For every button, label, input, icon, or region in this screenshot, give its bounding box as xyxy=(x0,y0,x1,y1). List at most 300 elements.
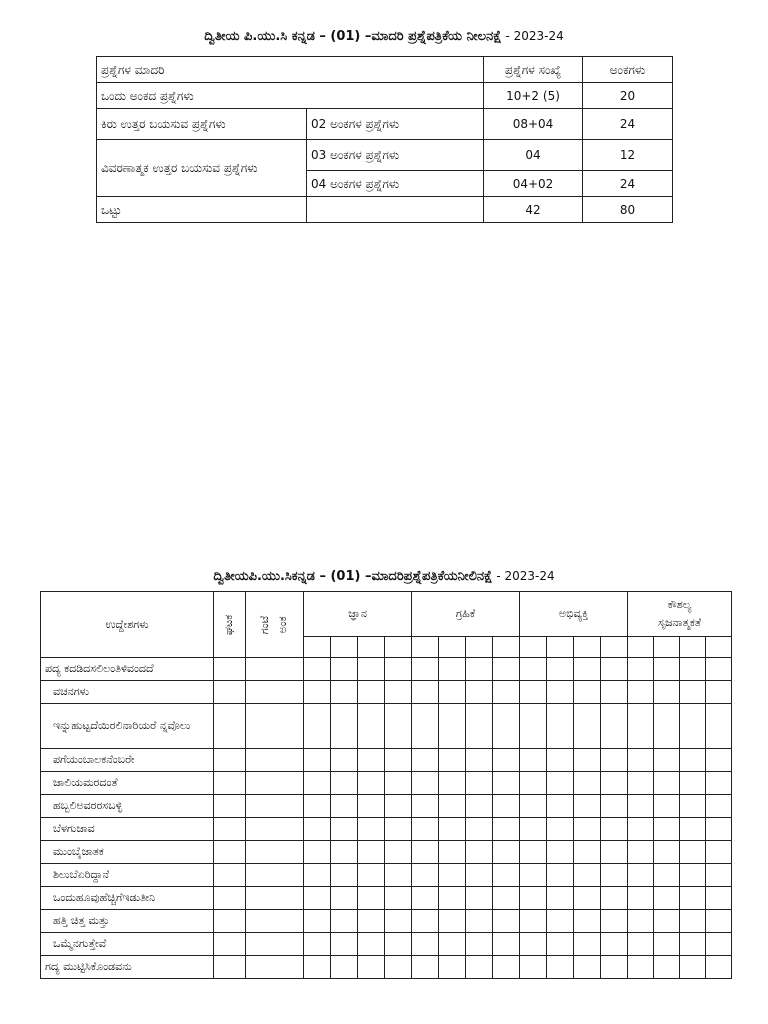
grid-cell xyxy=(680,795,706,818)
grid-cell xyxy=(385,681,412,704)
grid-cell xyxy=(654,910,680,933)
grid-cell xyxy=(654,887,680,910)
objective-label: ಒಮ್ಮೆನಗುತ್ತೇವೆ xyxy=(41,933,214,956)
row-marks: 20 xyxy=(583,83,673,109)
grid-cell xyxy=(412,818,439,841)
grid-cell xyxy=(358,795,385,818)
header-knowledge: ಜ್ಞಾನ xyxy=(304,592,412,637)
grid-cell xyxy=(628,818,654,841)
grid-cell xyxy=(412,681,439,704)
objective-label: ಜಾಲಿಯಮರದಂತೆ xyxy=(41,772,214,795)
grid-cell xyxy=(412,772,439,795)
grid-cell xyxy=(547,749,574,772)
row-marks: 24 xyxy=(583,109,673,140)
subheader-cell xyxy=(385,637,412,658)
grid-cell xyxy=(574,910,601,933)
grid-cell xyxy=(654,658,680,681)
grid-cell xyxy=(520,956,547,979)
objective-label: ವಚನಗಳು xyxy=(41,681,214,704)
grid-cell xyxy=(358,910,385,933)
blueprint-title-year: - 2023-24 xyxy=(492,569,555,583)
grid-cell xyxy=(466,818,493,841)
grid-cell xyxy=(520,887,547,910)
grid-cell xyxy=(304,910,331,933)
grid-cell xyxy=(493,772,520,795)
grid-cell xyxy=(628,795,654,818)
grid-cell xyxy=(493,818,520,841)
grid-cell xyxy=(654,772,680,795)
grid-cell xyxy=(493,681,520,704)
grid-cell xyxy=(574,818,601,841)
grid-cell xyxy=(385,772,412,795)
grid-cell xyxy=(304,681,331,704)
grid-cell xyxy=(439,704,466,749)
table-row xyxy=(41,956,732,979)
grid-cell xyxy=(574,658,601,681)
table-row xyxy=(41,864,732,887)
grid-cell xyxy=(574,704,601,749)
header-skill-label: ಕೌಶಲ್ಯ xyxy=(667,598,692,611)
grid-cell xyxy=(706,658,732,681)
table-row xyxy=(41,933,732,956)
grid-cell xyxy=(358,772,385,795)
table-row xyxy=(41,841,732,864)
hours-marks-cell xyxy=(246,681,304,704)
header-expression: ಅಭಿವ್ಯಕ್ತಿ xyxy=(520,592,628,637)
grid-cell xyxy=(439,864,466,887)
grid-cell xyxy=(331,910,358,933)
grid-cell xyxy=(466,910,493,933)
grid-cell xyxy=(385,910,412,933)
grid-cell xyxy=(680,887,706,910)
grid-cell xyxy=(520,658,547,681)
objective-label: ಒಂದುಹೂವುಹೆಚ್ಚಿಗೆಇಡುತೀನಿ xyxy=(41,887,214,910)
grid-cell xyxy=(601,818,628,841)
objective-label: ಮುಂಬೈಜಾತಕ xyxy=(41,841,214,864)
grid-cell xyxy=(520,681,547,704)
grid-cell xyxy=(304,818,331,841)
grid-cell xyxy=(628,864,654,887)
grid-cell xyxy=(547,681,574,704)
summary-total-row xyxy=(97,197,673,223)
subheader-cell xyxy=(706,637,732,658)
grid-cell xyxy=(493,933,520,956)
unit-cell xyxy=(214,704,246,749)
grid-cell xyxy=(493,704,520,749)
grid-cell xyxy=(412,749,439,772)
grid-cell xyxy=(680,933,706,956)
objective-label: ಇನ್ನುಹುಟ್ಟದೆಯಿರಲಿನಾರಿಯರೆ ನ್ನವೊಲು xyxy=(41,704,214,749)
header-creativity-label: ಸೃಜನಾತ್ಮಕತೆ xyxy=(658,616,702,629)
grid-cell xyxy=(680,818,706,841)
unit-cell xyxy=(214,772,246,795)
grid-cell xyxy=(547,933,574,956)
hours-marks-cell xyxy=(246,818,304,841)
grid-cell xyxy=(439,841,466,864)
grid-cell xyxy=(493,910,520,933)
hours-marks-cell xyxy=(246,749,304,772)
objective-label: ಹಬ್ಬಲಿಅವರರಸಬಳ್ಳಿ xyxy=(41,795,214,818)
grid-cell xyxy=(680,864,706,887)
objective-label: ಗದ್ಯ ಮುಟ್ಟಿಸಿಕೊಂಡವನು xyxy=(41,956,214,979)
grid-cell xyxy=(520,772,547,795)
subheader-cell xyxy=(493,637,520,658)
grid-cell xyxy=(493,887,520,910)
grid-cell xyxy=(680,658,706,681)
blueprint-title-main: ದ್ವಿತೀಯಪಿ.ಯು.ಸಿಕನ್ನಡ – (01) –ಮಾದರಿಪ್ರಶ್ನೆಪತ್ರಿಕೆಯನೀಲಿನಕ್ಷೆ xyxy=(213,569,493,584)
grid-cell xyxy=(628,658,654,681)
grid-cell xyxy=(706,772,732,795)
grid-cell xyxy=(331,841,358,864)
grid-cell xyxy=(304,864,331,887)
grid-cell xyxy=(385,704,412,749)
grid-cell xyxy=(628,933,654,956)
header-unit-label: ಘಟಕ xyxy=(222,614,236,635)
grid-cell xyxy=(358,749,385,772)
grid-cell xyxy=(547,887,574,910)
grid-cell xyxy=(466,658,493,681)
hours-marks-cell xyxy=(246,772,304,795)
row-count: 10+2 (5) xyxy=(484,83,583,109)
row-type: ಒಟ್ಟು xyxy=(97,197,307,223)
grid-cell xyxy=(331,749,358,772)
grid-cell xyxy=(331,658,358,681)
grid-cell xyxy=(439,933,466,956)
unit-cell xyxy=(214,658,246,681)
grid-cell xyxy=(520,704,547,749)
subheader-cell xyxy=(520,637,547,658)
hours-marks-cell xyxy=(246,933,304,956)
grid-cell xyxy=(574,841,601,864)
grid-cell xyxy=(331,933,358,956)
grid-cell xyxy=(601,704,628,749)
table-row xyxy=(41,658,732,681)
grid-cell xyxy=(358,887,385,910)
table-row xyxy=(41,887,732,910)
grid-cell xyxy=(574,933,601,956)
row-marks: 12 xyxy=(583,140,673,171)
grid-cell xyxy=(628,772,654,795)
grid-cell xyxy=(331,704,358,749)
header-objectives: ಉದ್ದೇಶಗಳು xyxy=(41,592,214,658)
grid-cell xyxy=(628,910,654,933)
grid-cell xyxy=(574,681,601,704)
grid-cell xyxy=(654,864,680,887)
grid-cell xyxy=(706,795,732,818)
summary-title xyxy=(0,29,768,44)
header-unit xyxy=(214,592,246,658)
grid-cell xyxy=(358,864,385,887)
subheader-cell xyxy=(439,637,466,658)
grid-cell xyxy=(412,704,439,749)
grid-cell xyxy=(706,681,732,704)
grid-cell xyxy=(628,704,654,749)
grid-cell xyxy=(601,864,628,887)
table-row xyxy=(41,749,732,772)
grid-cell xyxy=(706,749,732,772)
grid-cell xyxy=(493,841,520,864)
summary-title-main: ದ್ವಿತೀಯ ಪಿ.ಯು.ಸಿ ಕನ್ನಡ – (01) –ಮಾದರಿ ಪ್ರಶ್ನೆಪತ್ರಿಕೆಯ ನೀಲನಕ್ಷೆ xyxy=(204,29,502,44)
grid-cell xyxy=(654,681,680,704)
grid-cell xyxy=(628,681,654,704)
grid-cell xyxy=(412,795,439,818)
table-row xyxy=(41,818,732,841)
grid-cell xyxy=(601,772,628,795)
grid-cell xyxy=(466,749,493,772)
subheader-cell xyxy=(547,637,574,658)
row-subtype xyxy=(307,197,484,223)
grid-cell xyxy=(520,841,547,864)
objective-label: ಪದ್ಯ ಕದಡಿದಸಲಿಲಂತಿಳಿವಂದದೆ xyxy=(41,658,214,681)
grid-cell xyxy=(706,887,732,910)
hours-marks-cell xyxy=(246,887,304,910)
header-marks: ಅಂಕಗಳು xyxy=(583,57,673,83)
summary-row xyxy=(97,109,673,140)
header-marks-label: ಅಂಕ xyxy=(276,615,290,634)
grid-cell xyxy=(439,795,466,818)
blueprint-title xyxy=(0,569,768,584)
grid-cell xyxy=(547,818,574,841)
summary-table xyxy=(96,56,673,223)
grid-cell xyxy=(439,910,466,933)
grid-cell xyxy=(601,910,628,933)
grid-cell xyxy=(358,658,385,681)
subheader-cell xyxy=(601,637,628,658)
grid-cell xyxy=(680,681,706,704)
unit-cell xyxy=(214,749,246,772)
grid-cell xyxy=(628,749,654,772)
grid-cell xyxy=(601,933,628,956)
grid-cell xyxy=(654,933,680,956)
unit-cell xyxy=(214,933,246,956)
blueprint-header-row xyxy=(41,592,732,637)
hours-marks-cell xyxy=(246,704,304,749)
hours-marks-cell xyxy=(246,910,304,933)
grid-cell xyxy=(680,910,706,933)
grid-cell xyxy=(574,864,601,887)
grid-cell xyxy=(412,887,439,910)
grid-cell xyxy=(385,749,412,772)
table-row xyxy=(41,681,732,704)
row-type: ಒಂದು ಅಂಕದ ಪ್ರಶ್ನೆಗಳು xyxy=(97,83,484,109)
grid-cell xyxy=(439,658,466,681)
grid-cell xyxy=(706,704,732,749)
row-subtype: 03 ಅಂಕಗಳ ಪ್ರಶ್ನೆಗಳು xyxy=(307,140,484,171)
grid-cell xyxy=(706,956,732,979)
subheader-cell xyxy=(680,637,706,658)
grid-cell xyxy=(412,933,439,956)
grid-cell xyxy=(654,818,680,841)
grid-cell xyxy=(520,933,547,956)
grid-cell xyxy=(493,749,520,772)
grid-cell xyxy=(439,772,466,795)
grid-cell xyxy=(466,772,493,795)
grid-cell xyxy=(385,795,412,818)
grid-cell xyxy=(601,956,628,979)
row-type: ಕಿರು ಉತ್ತರ ಬಯಸುವ ಪ್ರಶ್ನೆಗಳು xyxy=(97,109,307,140)
grid-cell xyxy=(385,818,412,841)
grid-cell xyxy=(628,887,654,910)
grid-cell xyxy=(412,910,439,933)
header-question-type: ಪ್ರಶ್ನೆಗಳ ಮಾದರಿ xyxy=(97,57,484,83)
grid-cell xyxy=(385,864,412,887)
grid-cell xyxy=(547,841,574,864)
unit-cell xyxy=(214,841,246,864)
unit-cell xyxy=(214,864,246,887)
grid-cell xyxy=(601,749,628,772)
grid-cell xyxy=(331,818,358,841)
grid-cell xyxy=(574,772,601,795)
grid-cell xyxy=(358,681,385,704)
grid-cell xyxy=(547,910,574,933)
grid-cell xyxy=(385,887,412,910)
unit-cell xyxy=(214,956,246,979)
grid-cell xyxy=(654,841,680,864)
grid-cell xyxy=(706,841,732,864)
grid-cell xyxy=(706,933,732,956)
grid-cell xyxy=(466,864,493,887)
grid-cell xyxy=(304,704,331,749)
subheader-cell xyxy=(574,637,601,658)
objective-label: ಬೆಳಗುಜಾವ xyxy=(41,818,214,841)
blueprint-body xyxy=(41,658,732,979)
grid-cell xyxy=(439,818,466,841)
grid-cell xyxy=(331,956,358,979)
objective-label: ಪಗೆಯಂಬಾಲಕನೆಂಬರೇ xyxy=(41,749,214,772)
objective-label: ಹತ್ತಿ ಚಿತ್ತ ಮತ್ತು xyxy=(41,910,214,933)
grid-cell xyxy=(547,704,574,749)
grid-cell xyxy=(466,887,493,910)
row-subtype: 02 ಅಂಕಗಳ ಪ್ರಶ್ನೆಗಳು xyxy=(307,109,484,140)
grid-cell xyxy=(493,956,520,979)
grid-cell xyxy=(466,956,493,979)
grid-cell xyxy=(304,772,331,795)
grid-cell xyxy=(304,749,331,772)
subheader-cell xyxy=(654,637,680,658)
grid-cell xyxy=(466,841,493,864)
grid-cell xyxy=(654,956,680,979)
table-row xyxy=(41,772,732,795)
grid-cell xyxy=(628,956,654,979)
row-count: 04+02 xyxy=(484,171,583,197)
grid-cell xyxy=(304,933,331,956)
row-marks: 80 xyxy=(583,197,673,223)
grid-cell xyxy=(601,658,628,681)
grid-cell xyxy=(520,864,547,887)
subheader-cell xyxy=(304,637,331,658)
grid-cell xyxy=(385,841,412,864)
grid-cell xyxy=(466,704,493,749)
grid-cell xyxy=(358,704,385,749)
grid-cell xyxy=(466,933,493,956)
hours-marks-cell xyxy=(246,658,304,681)
grid-cell xyxy=(601,795,628,818)
summary-header-row xyxy=(97,57,673,83)
grid-cell xyxy=(439,681,466,704)
grid-cell xyxy=(520,795,547,818)
grid-cell xyxy=(547,772,574,795)
grid-cell xyxy=(358,933,385,956)
grid-cell xyxy=(439,749,466,772)
grid-cell xyxy=(304,956,331,979)
grid-cell xyxy=(547,864,574,887)
grid-cell xyxy=(654,749,680,772)
grid-cell xyxy=(331,772,358,795)
row-marks: 24 xyxy=(583,171,673,197)
grid-cell xyxy=(654,704,680,749)
grid-cell xyxy=(412,864,439,887)
hours-marks-cell xyxy=(246,795,304,818)
grid-cell xyxy=(331,864,358,887)
grid-cell xyxy=(412,658,439,681)
grid-cell xyxy=(520,749,547,772)
grid-cell xyxy=(358,818,385,841)
header-hours-marks xyxy=(246,592,304,658)
grid-cell xyxy=(439,956,466,979)
summary-row xyxy=(97,140,673,171)
grid-cell xyxy=(706,818,732,841)
grid-cell xyxy=(358,841,385,864)
grid-cell xyxy=(520,818,547,841)
grid-cell xyxy=(628,841,654,864)
hours-marks-cell xyxy=(246,841,304,864)
grid-cell xyxy=(331,887,358,910)
grid-cell xyxy=(331,681,358,704)
grid-cell xyxy=(574,795,601,818)
unit-cell xyxy=(214,887,246,910)
header-understanding: ಗ್ರಹಿಕೆ xyxy=(412,592,520,637)
grid-cell xyxy=(601,681,628,704)
grid-cell xyxy=(493,864,520,887)
hours-marks-cell xyxy=(246,956,304,979)
table-row xyxy=(41,910,732,933)
header-question-count: ಪ್ರಶ್ನೆಗಳ ಸಂಖ್ಯೆ xyxy=(484,57,583,83)
grid-cell xyxy=(574,956,601,979)
grid-cell xyxy=(304,795,331,818)
header-skill xyxy=(628,592,732,637)
unit-cell xyxy=(214,818,246,841)
hours-marks-cell xyxy=(246,864,304,887)
subheader-cell xyxy=(358,637,385,658)
row-subtype: 04 ಅಂಕಗಳ ಪ್ರಶ್ನೆಗಳು xyxy=(307,171,484,197)
grid-cell xyxy=(385,933,412,956)
unit-cell xyxy=(214,910,246,933)
grid-cell xyxy=(680,772,706,795)
row-count: 04 xyxy=(484,140,583,171)
subheader-cell xyxy=(331,637,358,658)
grid-cell xyxy=(680,749,706,772)
objective-label: ಶಿಲುಬೆಏರಿದ್ದಾನೆ xyxy=(41,864,214,887)
unit-cell xyxy=(214,795,246,818)
subheader-cell xyxy=(628,637,654,658)
row-type: ವಿವರಣಾತ್ಮಕ ಉತ್ತರ ಬಯಸುವ ಪ್ರಶ್ನೆಗಳು xyxy=(97,140,307,197)
grid-cell xyxy=(385,658,412,681)
grid-cell xyxy=(493,795,520,818)
row-count: 08+04 xyxy=(484,109,583,140)
grid-cell xyxy=(601,841,628,864)
grid-cell xyxy=(574,887,601,910)
grid-cell xyxy=(601,887,628,910)
grid-cell xyxy=(706,910,732,933)
grid-cell xyxy=(412,841,439,864)
header-hours-label: ಗಂಟೆ xyxy=(258,615,272,634)
table-row xyxy=(41,704,732,749)
grid-cell xyxy=(520,910,547,933)
grid-cell xyxy=(706,864,732,887)
grid-cell xyxy=(304,658,331,681)
row-count: 42 xyxy=(484,197,583,223)
grid-cell xyxy=(304,887,331,910)
